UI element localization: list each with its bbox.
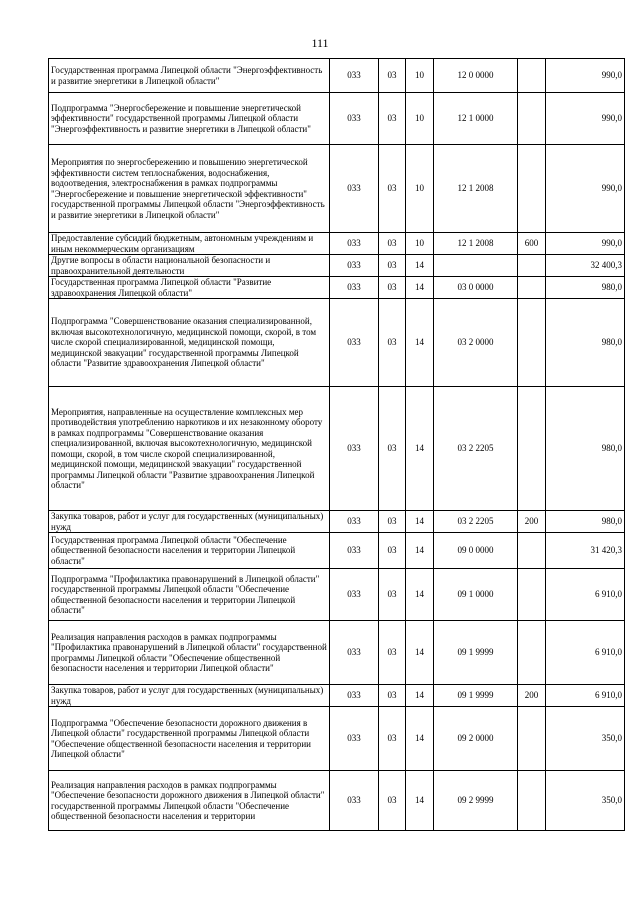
subsection-cell: 14 [406,299,434,387]
target-article-cell: 12 1 0000 [434,93,518,145]
section-cell: 03 [379,59,406,93]
admin-code-cell: 033 [330,299,379,387]
expense-type-cell: 200 [518,511,546,533]
table-row [49,621,625,685]
admin-code-cell: 033 [330,511,379,533]
subsection-cell: 14 [406,707,434,771]
subsection-cell: 14 [406,621,434,685]
target-article-cell: 09 1 9999 [434,621,518,685]
table-row [49,233,625,255]
subsection-cell: 10 [406,93,434,145]
section-cell: 03 [379,255,406,277]
amount-cell: 980,0 [546,277,625,299]
item-name-cell: Подпрограмма "Профилактика правонарушений в Липецкой области" государственной программы Липецкой области "Обеспечение общественной безопасности населения и территории Липецкой области" [49,569,330,621]
table-row [49,299,625,387]
subsection-cell: 10 [406,145,434,233]
admin-code-cell: 033 [330,93,379,145]
expense-type-cell [518,621,546,685]
item-name-cell: Мероприятия, направленные на осуществление комплексных мер противодействия употреблению наркотиков и их незаконному обороту в рамках подпрограммы "Совершенствование оказания специализированной, включая высокотехнологичную, медицинской помощи, скорой, в том числе скорой специализированной, медицинской помощи, медицинской эвакуации" государственной программы Липецкой области "Развитие здравоохранения Липецкой области" [49,387,330,511]
amount-cell: 350,0 [546,771,625,831]
item-name-cell: Реализация направления расходов в рамках подпрограммы "Обеспечение безопасности дорожного движения в Липецкой области" государственной программы Липецкой области "Обеспечение общественной безопасности населения и территории [49,771,330,831]
expense-type-cell [518,93,546,145]
table-row [49,59,625,93]
table-row [49,93,625,145]
section-cell: 03 [379,685,406,707]
section-cell: 03 [379,771,406,831]
amount-cell: 350,0 [546,707,625,771]
item-name-cell: Закупка товаров, работ и услуг для государственных (муниципальных) нужд [49,685,330,707]
target-article-cell: 03 0 0000 [434,277,518,299]
admin-code-cell: 033 [330,233,379,255]
expense-type-cell: 600 [518,233,546,255]
table-row [49,771,625,831]
item-name-cell: Государственная программа Липецкой области "Энергоэффективность и развитие энергетики в Липецкой области" [49,59,330,93]
target-article-cell: 09 0 0000 [434,533,518,569]
section-cell: 03 [379,387,406,511]
subsection-cell: 14 [406,277,434,299]
amount-cell: 990,0 [546,59,625,93]
subsection-cell: 14 [406,387,434,511]
item-name-cell: Реализация направления расходов в рамках подпрограммы "Профилактика правонарушений в Липецкой области" государственной программы Липецкой области "Обеспечение общественной безопасности населения и территории Липецкой области" [49,621,330,685]
amount-cell: 990,0 [546,233,625,255]
subsection-cell: 14 [406,771,434,831]
amount-cell: 6 910,0 [546,621,625,685]
subsection-cell: 14 [406,255,434,277]
expense-type-cell [518,145,546,233]
subsection-cell: 14 [406,511,434,533]
section-cell: 03 [379,533,406,569]
table-row [49,387,625,511]
subsection-cell: 10 [406,59,434,93]
expense-type-cell [518,533,546,569]
table-row [49,707,625,771]
target-article-cell [434,255,518,277]
target-article-cell: 03 2 2205 [434,387,518,511]
table-row [49,533,625,569]
item-name-cell: Мероприятия по энергосбережению и повышению энергетической эффективности систем теплоснабжения, водоснабжения, водоотведения, электроснабжения в рамках подпрограммы "Энергосбережение и повышение энергетической эффективности" государственной программы Липецкой области "Энергоэффективность и развитие энергетики в Липецкой области" [49,145,330,233]
target-article-cell: 09 1 0000 [434,569,518,621]
expense-type-cell [518,255,546,277]
target-article-cell: 12 1 2008 [434,145,518,233]
admin-code-cell: 033 [330,59,379,93]
amount-cell: 32 400,3 [546,255,625,277]
amount-cell: 980,0 [546,387,625,511]
amount-cell: 980,0 [546,511,625,533]
admin-code-cell: 033 [330,387,379,511]
admin-code-cell: 033 [330,255,379,277]
admin-code-cell: 033 [330,277,379,299]
item-name-cell: Другие вопросы в области национальной безопасности и правоохранительной деятельности [49,255,330,277]
expense-type-cell [518,771,546,831]
expense-type-cell [518,59,546,93]
expense-type-cell [518,707,546,771]
section-cell: 03 [379,277,406,299]
table-row [49,685,625,707]
admin-code-cell: 033 [330,145,379,233]
admin-code-cell: 033 [330,771,379,831]
amount-cell: 6 910,0 [546,685,625,707]
section-cell: 03 [379,233,406,255]
table-row [49,277,625,299]
section-cell: 03 [379,93,406,145]
budget-table [48,58,625,831]
expense-type-cell [518,299,546,387]
item-name-cell: Подпрограмма "Энергосбережение и повышение энергетической эффективности" государственной программы Липецкой области "Энергоэффективность и развитие энергетики в Липецкой области" [49,93,330,145]
target-article-cell: 09 2 0000 [434,707,518,771]
section-cell: 03 [379,145,406,233]
section-cell: 03 [379,299,406,387]
table-row [49,255,625,277]
admin-code-cell: 033 [330,621,379,685]
table-row [49,145,625,233]
section-cell: 03 [379,511,406,533]
expense-type-cell [518,569,546,621]
item-name-cell: Подпрограмма "Совершенствование оказания специализированной, включая высокотехнологичную, медицинской помощи, скорой, в том числе скорой специализированной, медицинской помощи, медицинской эвакуации" государственной программы Липецкой области "Развитие здравоохранения Липецкой области" [49,299,330,387]
expense-type-cell [518,277,546,299]
item-name-cell: Государственная программа Липецкой области "Развитие здравоохранения Липецкой области" [49,277,330,299]
section-cell: 03 [379,569,406,621]
table-row [49,569,625,621]
table-row [49,511,625,533]
target-article-cell: 09 2 9999 [434,771,518,831]
subsection-cell: 14 [406,533,434,569]
amount-cell: 6 910,0 [546,569,625,621]
budget-table-body [49,59,625,831]
page-number: 111 [311,36,329,50]
admin-code-cell: 033 [330,533,379,569]
admin-code-cell: 033 [330,685,379,707]
section-cell: 03 [379,621,406,685]
expense-type-cell [518,387,546,511]
admin-code-cell: 033 [330,569,379,621]
item-name-cell: Подпрограмма "Обеспечение безопасности дорожного движения в Липецкой области" государственной программы Липецкой области "Обеспечение общественной безопасности населения и территории Липецкой области" [49,707,330,771]
subsection-cell: 14 [406,569,434,621]
subsection-cell: 14 [406,685,434,707]
expense-type-cell: 200 [518,685,546,707]
subsection-cell: 10 [406,233,434,255]
target-article-cell: 12 1 2008 [434,233,518,255]
amount-cell: 31 420,3 [546,533,625,569]
amount-cell: 990,0 [546,145,625,233]
target-article-cell: 12 0 0000 [434,59,518,93]
item-name-cell: Закупка товаров, работ и услуг для государственных (муниципальных) нужд [49,511,330,533]
item-name-cell: Государственная программа Липецкой области "Обеспечение общественной безопасности населения и территории Липецкой области" [49,533,330,569]
section-cell: 03 [379,707,406,771]
amount-cell: 980,0 [546,299,625,387]
item-name-cell: Предоставление субсидий бюджетным, автономным учреждениям и иным некоммерческим организациям [49,233,330,255]
target-article-cell: 03 2 2205 [434,511,518,533]
amount-cell: 990,0 [546,93,625,145]
target-article-cell: 03 2 0000 [434,299,518,387]
target-article-cell: 09 1 9999 [434,685,518,707]
admin-code-cell: 033 [330,707,379,771]
